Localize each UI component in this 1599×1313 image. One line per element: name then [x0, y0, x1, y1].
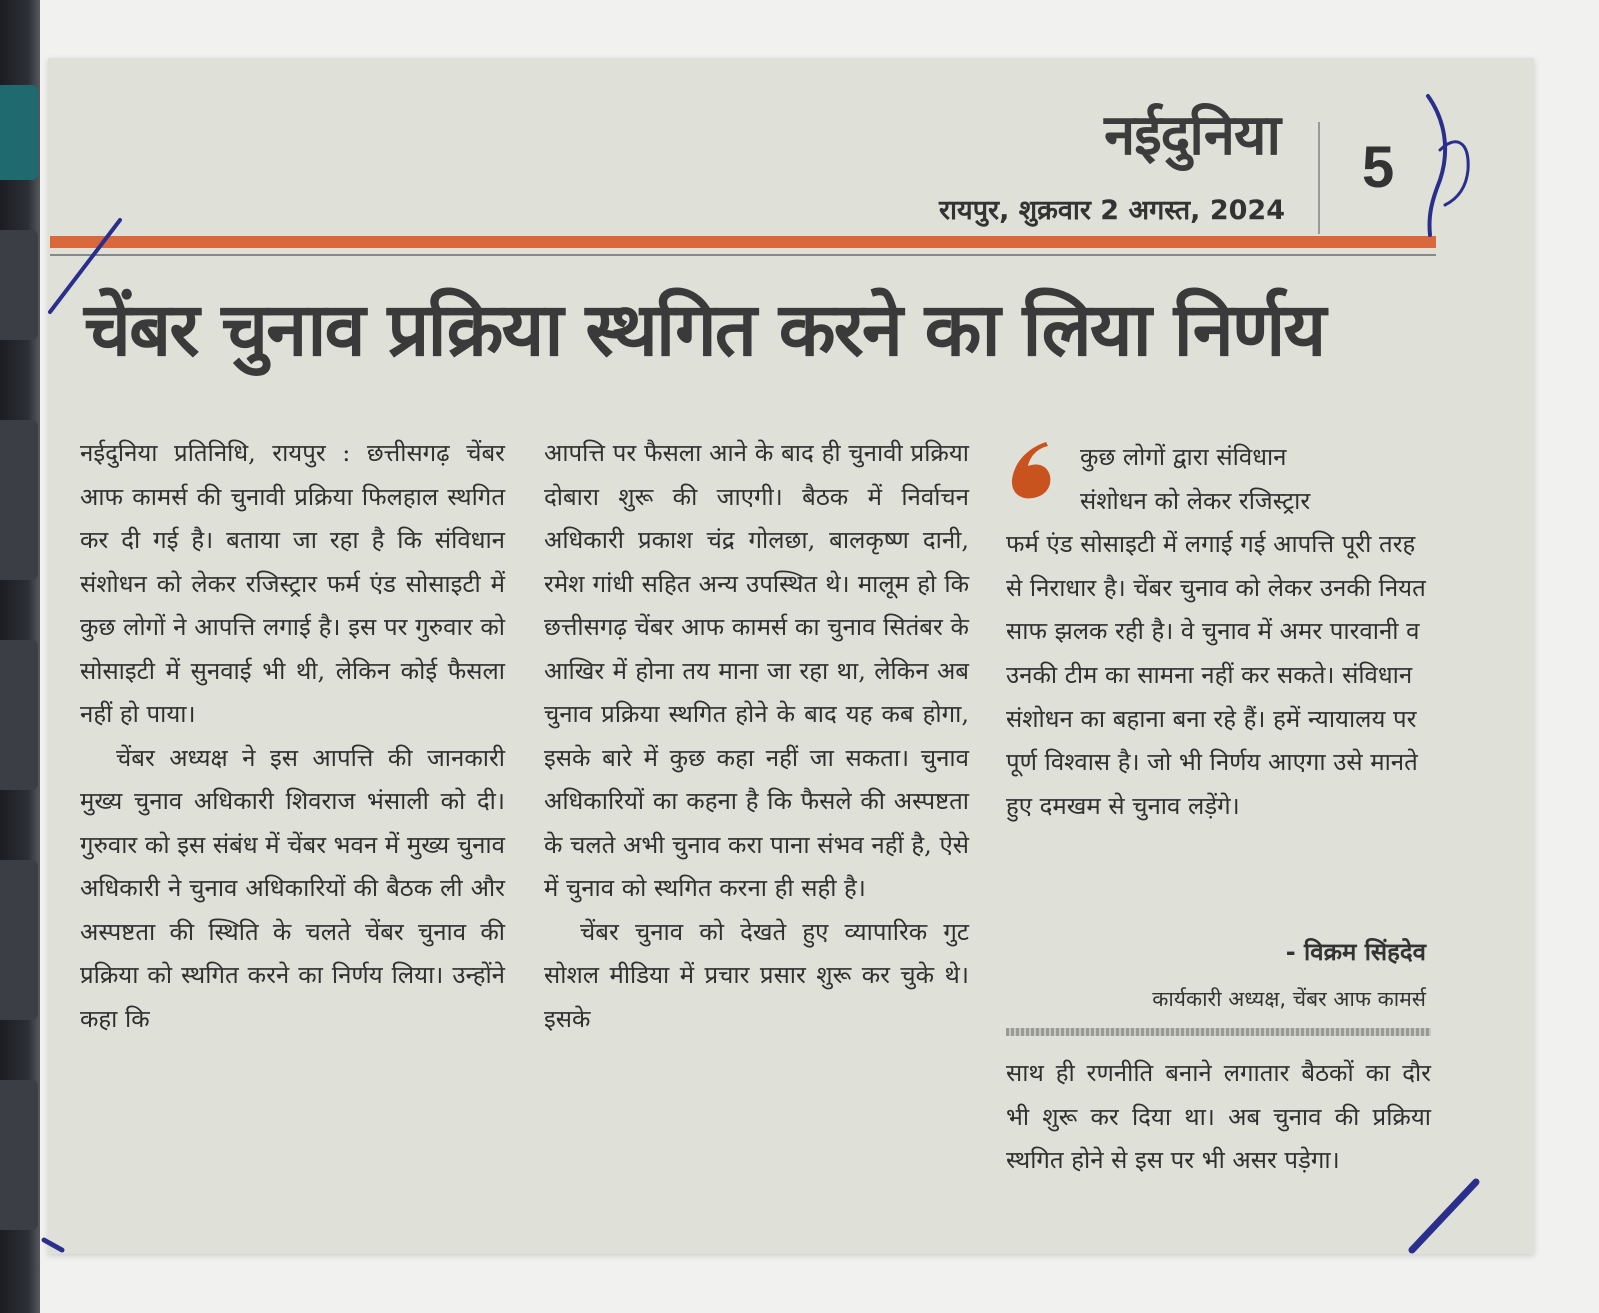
dateline: रायपुर, शुक्रवार 2 अगस्त, 2024	[939, 195, 1285, 226]
header-orange-rule	[50, 236, 1436, 248]
quote-line: कुछ लोगों द्वारा संविधान	[1080, 443, 1287, 471]
article-paragraph: नईदुनिया प्रतिनिधि, रायपुर : छत्तीसगढ़ चेंबर आफ कामर्स की चुनावी प्रक्रिया फिलहाल स्थगित कर दी गई है। बताया जा रहा है कि संविधान संशोधन को लेकर रजिस्ट्रार फर्म एंड सोसाइटी में कुछ लोगों ने आपत्ति लगाई है। इस पर गुरुवार को सोसाइटी में सुनवाई भी थी, लेकिन कोई फैसला नहीं हो पाया।	[80, 439, 505, 728]
quote-divider	[1006, 1028, 1431, 1036]
device-key	[0, 640, 38, 790]
page-number: 5	[1362, 135, 1395, 200]
article-headline: चेंबर चुनाव प्रक्रिया स्थगित करने का लिया निर्णय	[84, 287, 1325, 373]
background-device-edge	[0, 0, 40, 1313]
article-paragraph: आपत्ति पर फैसला आने के बाद ही चुनावी प्रक्रिया दोबारा शुरू की जाएगी। बैठक में निर्वाचन अधिकारी प्रकाश चंद्र गोलछा, बालकृष्ण दानी, रमेश गांधी सहित अन्य उपस्थित थे। मालूम हो कि छत्तीसगढ़ चेंबर आफ कामर्स का चुनाव सितंबर के आखिर में होना तय माना जा रहा था, लेकिन अब चुनाव प्रक्रिया स्थगित होने के बाद यह कब होगा, इसके बारे में कुछ कहा नहीं जा सकता। चुनाव अधिकारियों का कहना है कि फैसले की अस्पष्टता के चलते अभी चुनाव करा पाना संभव नहीं है, ऐसे में चुनाव को स्थगित करना ही सही है।	[544, 439, 969, 902]
article-column-2	[544, 432, 969, 1041]
device-key	[0, 1080, 38, 1230]
device-key	[0, 860, 38, 1020]
quote-box	[1006, 436, 1426, 828]
quote-text: फर्म एंड सोसाइटी में लगाई गई आपत्ति पूरी तरह से निराधार है। चेंबर चुनाव को लेकर उनकी नियत साफ झलक रही है। वे चुनाव में अमर पारवानी व उनकी टीम का सामना नहीं कर सकते। संविधान संशोधन का बहाना बना रहे हैं। हमें न्यायालय पर पूर्ण विश्वास है। जो भी निर्णय आएगा उसे मानते हुए दमखम से चुनाव लड़ेंगे।	[1006, 530, 1426, 820]
masthead-divider	[1318, 122, 1320, 234]
quote-line: संशोधन को लेकर रजिस्ट्रार	[1080, 486, 1311, 515]
newspaper-masthead: नईदुनिया	[1104, 103, 1280, 168]
quote-author: - विक्रम सिंहदेव	[1285, 938, 1426, 966]
device-teal-key	[0, 85, 38, 180]
device-key	[0, 230, 38, 340]
quote-author-title: कार्यकारी अध्यक्ष, चेंबर आफ कामर्स	[1152, 987, 1426, 1011]
device-key	[0, 420, 38, 580]
article-paragraph: चेंबर चुनाव को देखते हुए व्यापारिक गुट सोशल मीडिया में प्रचार प्रसार शुरू कर चुके थे। इसके	[544, 917, 969, 1033]
article-paragraph: चेंबर अध्यक्ष ने इस आपत्ति की जानकारी मुख्य चुनाव अधिकारी शिवराज भंसाली को दी। गुरुवार को इस संबंध में चेंबर भवन में मुख्य चुनाव अधिकारी ने चुनाव अधिकारियों की बैठक ली और अस्पष्टता की स्थिति के चलते चेंबर चुनाव की प्रक्रिया को स्थगित करने का निर्णय लिया। उन्होंने कहा कि	[80, 743, 505, 1033]
article-column-3-continuation: साथ ही रणनीति बनाने लगातार बैठकों का दौर भी शुरू कर दिया था। अब चुनाव की प्रक्रिया स्थगित होने से इस पर भी असर पड़ेगा।	[1006, 1059, 1431, 1174]
article-column-1	[80, 432, 505, 1041]
header-thin-rule	[50, 254, 1436, 256]
